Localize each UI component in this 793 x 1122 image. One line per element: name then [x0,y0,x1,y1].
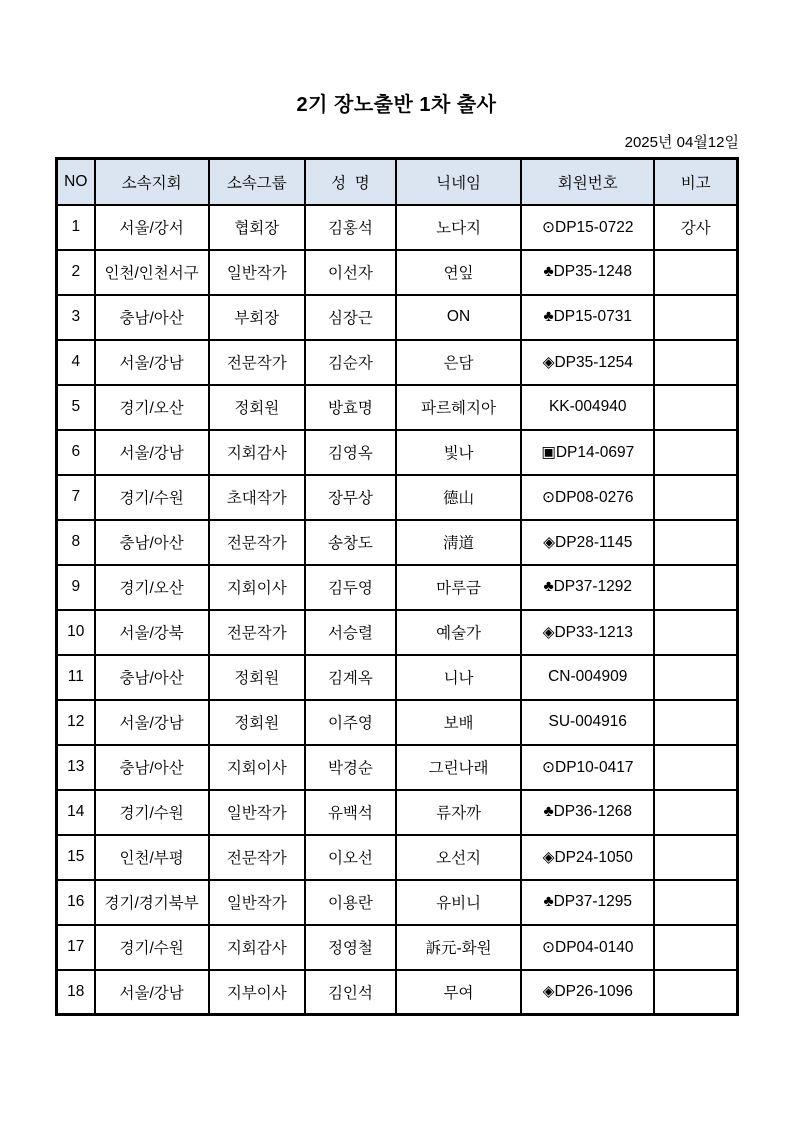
cell-name: 심장근 [305,295,396,340]
cell-no: 18 [57,970,95,1015]
roster-table [55,157,739,1016]
cell-name: 서승렬 [305,610,396,655]
table-row [57,790,738,835]
cell-name: 정영철 [305,925,396,970]
cell-nickname: 은담 [396,340,521,385]
cell-note: 강사 [654,205,737,250]
cell-member-no: ▣DP14-0697 [521,430,654,475]
cell-branch: 경기/오산 [95,385,209,430]
cell-group: 지회감사 [209,430,305,475]
table-row [57,745,738,790]
cell-note [654,295,737,340]
cell-member-no: ♣DP15-0731 [521,295,654,340]
cell-branch: 서울/강북 [95,610,209,655]
table-row [57,655,738,700]
cell-branch: 경기/수원 [95,475,209,520]
cell-group: 전문작가 [209,835,305,880]
cell-note [654,970,737,1015]
table-row [57,205,738,250]
cell-name: 김계옥 [305,655,396,700]
cell-member-no: ◈DP33-1213 [521,610,654,655]
cell-nickname: 보배 [396,700,521,745]
cell-name: 이주영 [305,700,396,745]
cell-member-no: ⊙DP08-0276 [521,475,654,520]
cell-name: 유백석 [305,790,396,835]
cell-member-no: ♣DP37-1292 [521,565,654,610]
cell-name: 장무상 [305,475,396,520]
cell-no: 15 [57,835,95,880]
cell-no: 6 [57,430,95,475]
cell-note [654,430,737,475]
cell-branch: 충남/아산 [95,295,209,340]
cell-name: 김인석 [305,970,396,1015]
cell-group: 정회원 [209,385,305,430]
cell-no: 11 [57,655,95,700]
cell-nickname: 그린나래 [396,745,521,790]
cell-group: 일반작가 [209,790,305,835]
cell-member-no: ⊙DP04-0140 [521,925,654,970]
cell-no: 1 [57,205,95,250]
cell-nickname: 류자까 [396,790,521,835]
cell-branch: 경기/수원 [95,790,209,835]
cell-branch: 인천/인천서구 [95,250,209,295]
cell-member-no: ♣DP36-1268 [521,790,654,835]
cell-nickname: 유비니 [396,880,521,925]
cell-member-no: ⊙DP10-0417 [521,745,654,790]
cell-no: 2 [57,250,95,295]
cell-name: 김두영 [305,565,396,610]
table-row [57,250,738,295]
header-member-no: 회원번호 [521,159,654,205]
cell-group: 지부이사 [209,970,305,1015]
table-row [57,295,738,340]
cell-no: 14 [57,790,95,835]
cell-name: 김순자 [305,340,396,385]
cell-member-no: ◈DP35-1254 [521,340,654,385]
cell-group: 부회장 [209,295,305,340]
cell-name: 이선자 [305,250,396,295]
cell-nickname: ON [396,295,521,340]
table-row [57,835,738,880]
cell-branch: 서울/강서 [95,205,209,250]
cell-nickname: 무여 [396,970,521,1015]
header-name: 성 명 [305,159,396,205]
cell-no: 12 [57,700,95,745]
cell-group: 일반작가 [209,880,305,925]
header-no: NO [57,159,95,205]
table-row [57,700,738,745]
cell-nickname: 연잎 [396,250,521,295]
cell-note [654,475,737,520]
cell-branch: 경기/수원 [95,925,209,970]
cell-group: 일반작가 [209,250,305,295]
cell-branch: 경기/경기북부 [95,880,209,925]
cell-group: 지회이사 [209,565,305,610]
cell-no: 16 [57,880,95,925]
cell-nickname: 노다지 [396,205,521,250]
document-title: 2기 장노출반 1차 출사 [296,94,497,116]
cell-nickname: 파르헤지아 [396,385,521,430]
cell-nickname: 德山 [396,475,521,520]
cell-nickname: 訴元-화원 [396,925,521,970]
cell-nickname: 오선지 [396,835,521,880]
cell-group: 정회원 [209,655,305,700]
cell-no: 7 [57,475,95,520]
cell-branch: 충남/아산 [95,655,209,700]
cell-no: 8 [57,520,95,565]
table-row [57,565,738,610]
cell-branch: 충남/아산 [95,745,209,790]
cell-note [654,250,737,295]
cell-group: 전문작가 [209,610,305,655]
cell-member-no: KK-004940 [521,385,654,430]
cell-member-no: CN-004909 [521,655,654,700]
cell-branch: 서울/강남 [95,700,209,745]
cell-member-no: ⊙DP15-0722 [521,205,654,250]
cell-note [654,925,737,970]
cell-group: 지회이사 [209,745,305,790]
cell-member-no: ◈DP28-1145 [521,520,654,565]
cell-note [654,790,737,835]
cell-name: 박경순 [305,745,396,790]
header-nickname: 닉네임 [396,159,521,205]
cell-no: 4 [57,340,95,385]
cell-name: 김영옥 [305,430,396,475]
table-row [57,520,738,565]
cell-member-no: ◈DP26-1096 [521,970,654,1015]
cell-group: 협회장 [209,205,305,250]
cell-no: 9 [57,565,95,610]
cell-group: 정회원 [209,700,305,745]
cell-note [654,340,737,385]
cell-note [654,565,737,610]
cell-note [654,745,737,790]
cell-branch: 서울/강남 [95,430,209,475]
cell-group: 초대작가 [209,475,305,520]
cell-name: 이용란 [305,880,396,925]
cell-no: 13 [57,745,95,790]
cell-note [654,880,737,925]
table-row [57,475,738,520]
cell-branch: 충남/아산 [95,520,209,565]
cell-branch: 경기/오산 [95,565,209,610]
cell-branch: 서울/강남 [95,970,209,1015]
cell-group: 지회감사 [209,925,305,970]
table-row [57,970,738,1015]
cell-no: 10 [57,610,95,655]
cell-note [654,610,737,655]
roster-table-header [57,159,738,205]
table-row [57,385,738,430]
cell-note [654,700,737,745]
cell-note [654,385,737,430]
cell-no: 3 [57,295,95,340]
table-row [57,430,738,475]
cell-member-no: ◈DP24-1050 [521,835,654,880]
cell-group: 전문작가 [209,520,305,565]
table-row [57,880,738,925]
cell-nickname: 마루금 [396,565,521,610]
cell-member-no: ♣DP35-1248 [521,250,654,295]
cell-nickname: 예술가 [396,610,521,655]
cell-name: 김홍석 [305,205,396,250]
cell-member-no: SU-004916 [521,700,654,745]
cell-group: 전문작가 [209,340,305,385]
cell-name: 송창도 [305,520,396,565]
header-note: 비고 [654,159,737,205]
cell-note [654,655,737,700]
header-row [57,159,738,205]
cell-branch: 인천/부평 [95,835,209,880]
document-date: 2025년 04월12일 [624,134,739,151]
table-row [57,340,738,385]
cell-note [654,835,737,880]
cell-member-no: ♣DP37-1295 [521,880,654,925]
cell-no: 17 [57,925,95,970]
header-group: 소속그룹 [209,159,305,205]
cell-branch: 서울/강남 [95,340,209,385]
header-branch: 소속지회 [95,159,209,205]
cell-nickname: 니나 [396,655,521,700]
cell-no: 5 [57,385,95,430]
cell-nickname: 淸道 [396,520,521,565]
cell-name: 방효명 [305,385,396,430]
table-row [57,925,738,970]
cell-nickname: 빛나 [396,430,521,475]
table-body [57,205,738,1015]
cell-note [654,520,737,565]
table-row [57,610,738,655]
cell-name: 이오선 [305,835,396,880]
